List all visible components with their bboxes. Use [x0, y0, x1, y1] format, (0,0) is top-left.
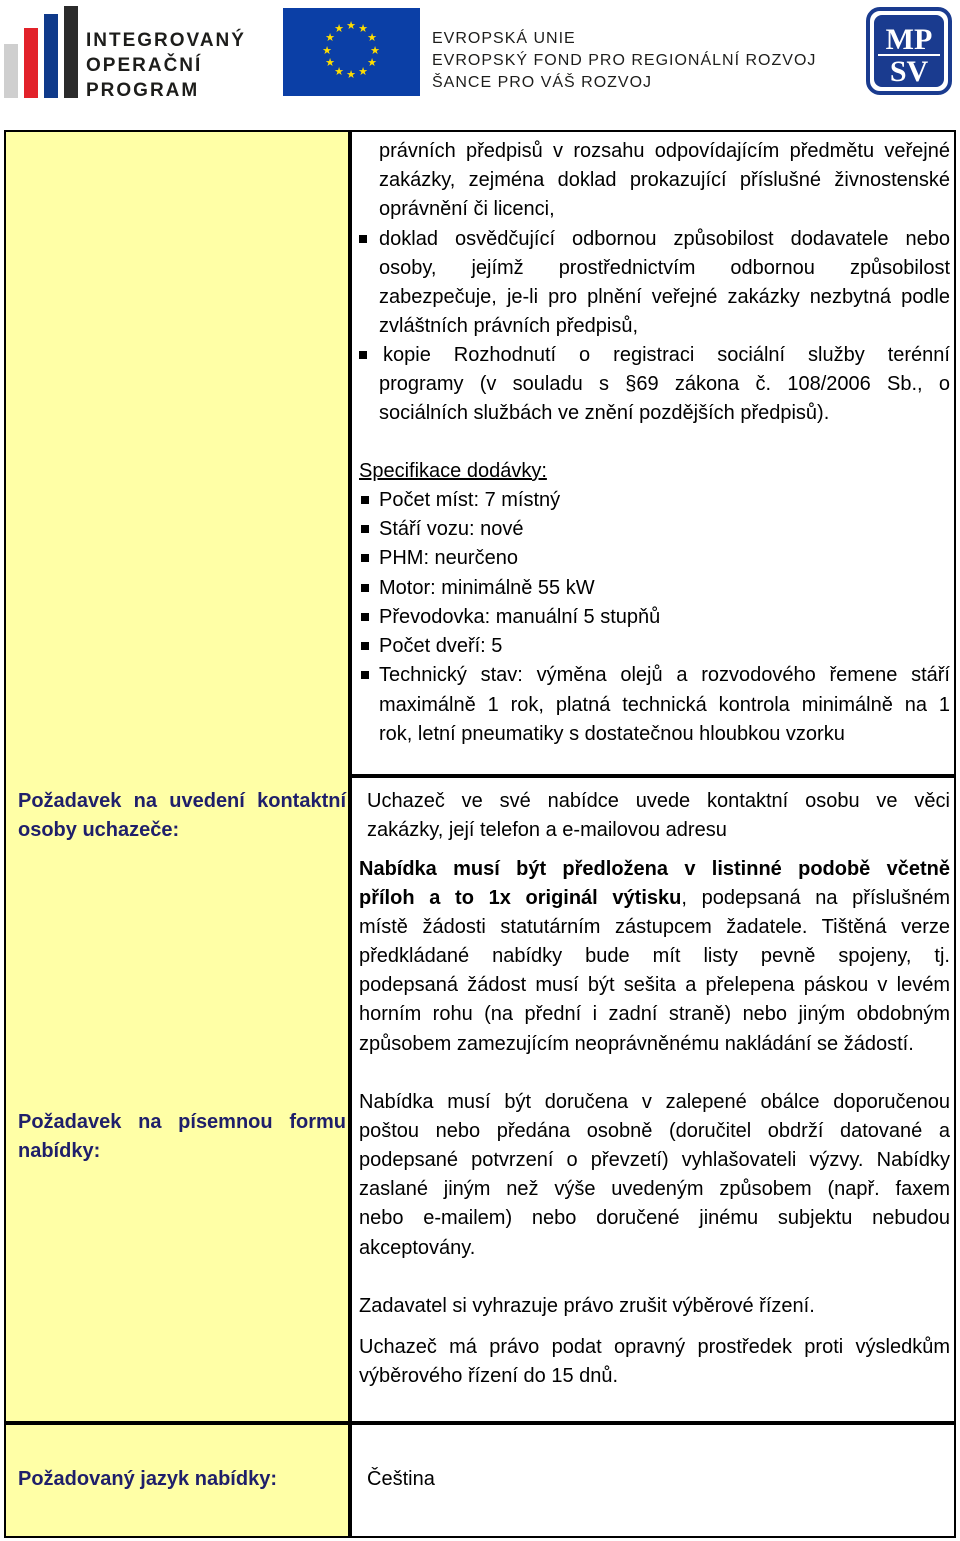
delivery-line: nebo e-mailem) nebo doručené jinému subjektu nebudou: [359, 1207, 950, 1229]
bullet-icon: [361, 496, 369, 504]
qualification-line: doklad osvědčující odbornou způsobilost dodavatele nebo: [379, 228, 950, 250]
spec-item: Technický stav: výměna olejů a rozvodového řemene stáří: [379, 664, 950, 686]
eu-flag-icon: [283, 8, 420, 96]
eu-logo-text: [432, 28, 816, 94]
svg-text:★: ★: [322, 44, 332, 57]
language-label: Požadovaný jazyk nabídky:: [18, 1468, 277, 1490]
written-form-line: předkládané nabídky bude mít listy pevně spojeny, tj.: [359, 945, 950, 967]
appeal-note: Uchazeč má právo podat opravný prostředek proti výsledkům: [359, 1336, 950, 1358]
spec-item: Počet dveří: 5: [379, 635, 503, 657]
written-form-bold-line: Nabídka musí být předložena v listinné podobě včetně: [359, 858, 950, 880]
iop-logo-bars-icon: [4, 6, 80, 98]
cancellation-note: Zadavatel si vyhrazuje právo zrušit výběrové řízení.: [359, 1295, 815, 1317]
eu-logo-line: EVROPSKÁ UNIE: [432, 30, 576, 47]
qualification-line: zvláštních právních předpisů,: [379, 315, 639, 337]
bullet-icon: [361, 525, 369, 533]
iop-logo-line: INTEGROVANÝ: [86, 30, 246, 51]
qualification-line: oprávnění či licenci,: [379, 198, 555, 220]
written-form-line: způsobem zamezujícím neoprávněnému nakládání se žádostí.: [359, 1033, 914, 1055]
svg-text:★: ★: [346, 19, 356, 32]
written-form-line: [359, 884, 950, 913]
qualification-line: právních předpisů v rozsahu odpovídajícím předmětu veřejné: [379, 140, 950, 162]
svg-text:★: ★: [367, 56, 377, 69]
spec-item: Stáří vozu: nové: [379, 518, 524, 540]
spec-item: Převodovka: manuální 5 stupňů: [379, 606, 661, 628]
qualification-line: osoby, jejímž prostřednictvím odbornou způsobilost: [379, 257, 950, 279]
svg-text:★: ★: [370, 44, 380, 57]
svg-text:★: ★: [325, 31, 335, 44]
language-value: Čeština: [367, 1468, 435, 1490]
written-form-label: nabídky:: [18, 1140, 101, 1162]
svg-text:★: ★: [325, 56, 335, 69]
contact-label: Požadavek na uvedení kontaktní: [18, 790, 346, 812]
qualification-line: programy (v souladu s §69 zákona č. 108/2006 Sb., o: [379, 373, 950, 395]
delivery-line: podepsané potvrzení o převzetí) vyhlašovateli výzvy. Nabídky: [359, 1149, 950, 1171]
spec-heading: Specifikace dodávky:: [359, 460, 547, 482]
bullet-icon: [361, 554, 369, 562]
spec-item: PHM: neurčeno: [379, 547, 518, 569]
svg-text:★: ★: [334, 22, 344, 35]
bullet-icon: [361, 613, 369, 621]
written-form-line: horním rohu (na přední i zadní straně) nebo jiným obdobným: [359, 1003, 950, 1025]
spec-item: maximálně 1 rok, platná technická kontrola minimálně na 1: [379, 694, 950, 716]
spec-item: rok, letní pneumatiky s dostatečnou hloubkou vzorku: [379, 723, 845, 745]
bullet-icon: [361, 671, 369, 679]
bullet-icon: [359, 235, 367, 243]
delivery-line: poštou nebo předána osobně (doručitel obdrží datované a: [359, 1120, 950, 1142]
qualification-line: sociálních službách ve znění pozdějších předpisů).: [379, 402, 830, 424]
svg-text:★: ★: [334, 65, 344, 78]
contact-label: osoby uchazeče:: [18, 819, 180, 841]
written-form-bold-text: příloh a to 1x originál výtisku: [359, 887, 682, 909]
iop-logo-line: OPERAČNÍ: [86, 55, 203, 76]
delivery-line: akceptovány.: [359, 1237, 476, 1259]
bullet-icon: [361, 642, 369, 650]
appeal-note: výběrového řízení do 15 dnů.: [359, 1365, 619, 1387]
header: [0, 0, 960, 120]
bullet-icon: [361, 584, 369, 592]
spec-item: Počet míst: 7 místný: [379, 489, 561, 511]
mpsv-logo-icon: [866, 7, 952, 95]
iop-logo: [4, 6, 246, 101]
svg-text:★: ★: [367, 31, 377, 44]
label-column: [4, 130, 350, 1423]
svg-text:SV: SV: [889, 55, 929, 88]
written-form-line: místě žádosti statutárním zástupcem žadatele. Tištěná verze: [359, 916, 950, 938]
svg-text:MP: MP: [885, 23, 933, 56]
spec-item: Motor: minimálně 55 kW: [379, 577, 595, 599]
iop-logo-line: PROGRAM: [86, 80, 200, 101]
svg-text:★: ★: [358, 65, 368, 78]
svg-text:★: ★: [346, 68, 356, 81]
contact-text: zakázky, její telefon a e-mailovou adresu: [367, 819, 727, 841]
eu-logo-line: ŠANCE PRO VÁŠ ROZVOJ: [432, 74, 653, 91]
bullet-icon: [359, 351, 367, 359]
eu-logo-line: EVROPSKÝ FOND PRO REGIONÁLNÍ ROZVOJ: [432, 52, 817, 69]
iop-logo-text: [86, 28, 246, 103]
contact-text: Uchazeč ve své nabídce uvede kontaktní osobu ve věci: [367, 790, 950, 812]
qualification-line: kopie Rozhodnutí o registraci sociální služby terénní: [383, 344, 950, 366]
written-form-line: podepsaná žádost musí být sešita a přelepena páskou v levém: [359, 974, 950, 996]
written-form-label: Požadavek na písemnou formu: [18, 1111, 346, 1133]
qualification-line: zakázky, zejména doklad prokazující příslušné živnostenské: [379, 169, 950, 191]
language-value-cell: [350, 1423, 956, 1538]
written-form-text: , podepsaná na příslušném: [681, 887, 950, 909]
svg-text:★: ★: [358, 22, 368, 35]
delivery-line: Nabídka musí být doručena v zalepené obálce doporučenou: [359, 1091, 950, 1113]
qualification-line: zabezpečuje, je-li pro plnění veřejné zakázky nezbytná podle: [379, 286, 950, 308]
delivery-line: zaslané jiným než výše uvedeným způsobem (např. faxem: [359, 1178, 950, 1200]
